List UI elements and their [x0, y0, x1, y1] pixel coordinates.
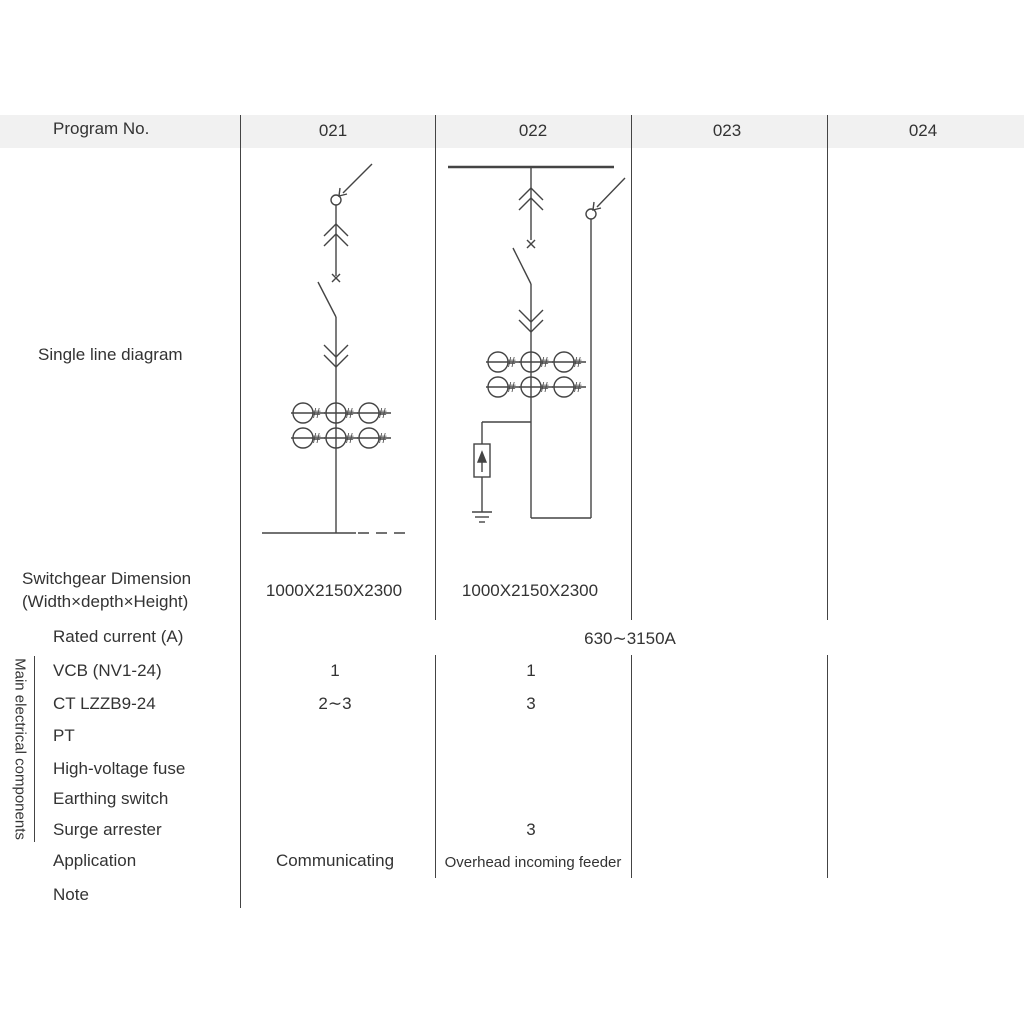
vcb-021: 1	[330, 661, 340, 680]
breaker-blade-021	[318, 282, 336, 317]
ct-021: 2∼3	[318, 694, 352, 713]
incoming-arrow-021	[343, 164, 372, 193]
svg-text:#: #	[312, 405, 321, 422]
ct-022: 3	[526, 694, 536, 713]
program-023-header: 023	[712, 121, 742, 140]
application-021: Communicating	[275, 851, 395, 870]
application-022: Overhead incoming feeder	[444, 854, 622, 871]
ct-hash-marks	[312, 354, 582, 447]
ct-group-021	[291, 403, 391, 448]
svg-text:#: #	[573, 354, 582, 371]
arrow-head-021	[339, 188, 347, 196]
earthing-switch-label: Earthing switch	[53, 789, 169, 808]
terminal-circle-022	[586, 209, 596, 219]
rated-current-label: Rated current (A)	[53, 627, 184, 646]
svg-text:#: #	[507, 379, 516, 396]
svg-text:#: #	[345, 405, 354, 422]
program-022-header: 022	[518, 121, 548, 140]
dimension-label-line1: Switchgear Dimension	[22, 569, 192, 588]
svg-text:#: #	[540, 379, 549, 396]
vcb-022: 1	[526, 661, 536, 680]
vcb-label: VCB (NV1-24)	[53, 661, 162, 680]
dimension-021: 1000X2150X2300	[265, 581, 403, 600]
pt-label: PT	[53, 726, 75, 745]
svg-text:#: #	[573, 379, 582, 396]
svg-text:#: #	[378, 405, 387, 422]
diagram-021	[262, 164, 408, 533]
rated-current-value: 630∼3150A	[584, 629, 676, 648]
single-line-diagram-label: Single line diagram	[38, 345, 183, 364]
svg-text:#: #	[378, 430, 387, 447]
dimension-022: 1000X2150X2300	[461, 581, 599, 600]
surge-arrester-label: Surge arrester	[53, 820, 162, 839]
svg-text:#: #	[540, 354, 549, 371]
diagram-022	[448, 167, 625, 522]
surge-arrester-022: 3	[526, 820, 536, 839]
incoming-arrow-022	[597, 178, 625, 207]
hv-fuse-label: High-voltage fuse	[53, 759, 186, 778]
breaker-blade-022	[513, 248, 531, 284]
dimension-label-line2: (Width×depth×Height)	[22, 592, 189, 611]
ct-label: CT LZZB9-24	[53, 694, 156, 713]
program-no-label: Program No.	[53, 119, 150, 138]
terminal-circle-021	[331, 195, 341, 205]
svg-text:#: #	[312, 430, 321, 447]
application-label: Application	[53, 851, 137, 870]
program-021-header: 021	[318, 121, 348, 140]
ct-group-022	[486, 352, 586, 397]
svg-text:#: #	[345, 430, 354, 447]
arrester-arrow-head-022	[478, 452, 486, 462]
svg-text:#: #	[507, 354, 516, 371]
main-electrical-components-label: Main electrical components	[11, 658, 29, 840]
program-024-header: 024	[908, 121, 938, 140]
note-label: Note	[53, 885, 89, 904]
